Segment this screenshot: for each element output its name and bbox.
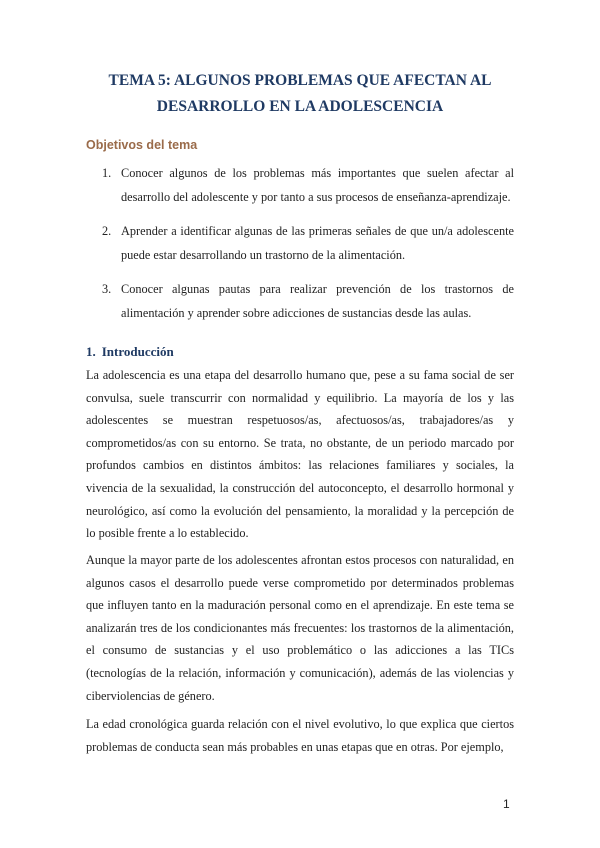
objective-item (88, 277, 514, 325)
objective-text: Conocer algunos de los problemas más importantes que suelen afectar al desarrollo del adolescente y por tanto a sus procesos de enseñanza-aprendizaje. (121, 166, 514, 204)
objective-item (88, 219, 514, 267)
page-number: 1 (503, 797, 510, 811)
body-paragraph: Aunque la mayor parte de los adolescentes afrontan estos procesos con naturalidad, en algunos casos el desarrollo puede verse comprometido por determinados problemas que influyen tanto en la maduración personal como en el aprendizaje. En este tema se analizarán tres de los condicionantes más frecuentes: los trastornos de la alimentación, el consumo de sustancias y el uso problemático o las adicciones a las TICs (tecnologías de la relación, información y comunicación), además de las violencias y ciberviolencias de género. (86, 553, 514, 703)
objective-item (88, 161, 514, 209)
objective-number: 3. (102, 282, 112, 296)
section-number: 1. (86, 344, 96, 359)
objectives-heading: Objetivos del tema (86, 138, 198, 152)
objectives-list (88, 161, 514, 325)
body-paragraph: La adolescencia es una etapa del desarrollo humano que, pese a su fama social de ser convulsa, suele transcurrir con normalidad y equilibrio. La mayoría de los y las adolescentes se muestran respetuosos/as, afectuosos/as, trabajadores/as y comprometidos/as con su entorno. Se trata, no obstante, de un periodo marcado por profundos cambios en distintos ámbitos: las relaciones familiares y sociales, la vivencia de la sexualidad, la construcción del autoconcepto, el desarrollo hormonal y neurológico, así como la evolución del pensamiento, la moralidad y la percepción de lo posible frente a lo establecido. (86, 368, 514, 541)
objective-text: Aprender a identificar algunas de las primeras señales de que un/a adolescente puede estar desarrollando un trastorno de la alimentación. (121, 224, 514, 262)
section-heading (86, 344, 174, 360)
document-title-line-2: DESARROLLO EN LA ADOLESCENCIA (156, 98, 444, 115)
objective-text: Conocer algunas pautas para realizar prevención de los trastornos de alimentación y aprender sobre adicciones de sustancias desde las aulas. (121, 282, 514, 320)
objective-number: 2. (102, 224, 112, 238)
body-paragraph: La edad cronológica guarda relación con el nivel evolutivo, lo que explica que ciertos problemas de conducta sean más probables en unas etapas que en otras. Por ejemplo, (86, 717, 514, 754)
section-title: Introducción (101, 344, 174, 359)
objective-number: 1. (102, 166, 112, 180)
document-title-line-1: TEMA 5: ALGUNOS PROBLEMAS QUE AFECTAN AL (108, 72, 492, 89)
